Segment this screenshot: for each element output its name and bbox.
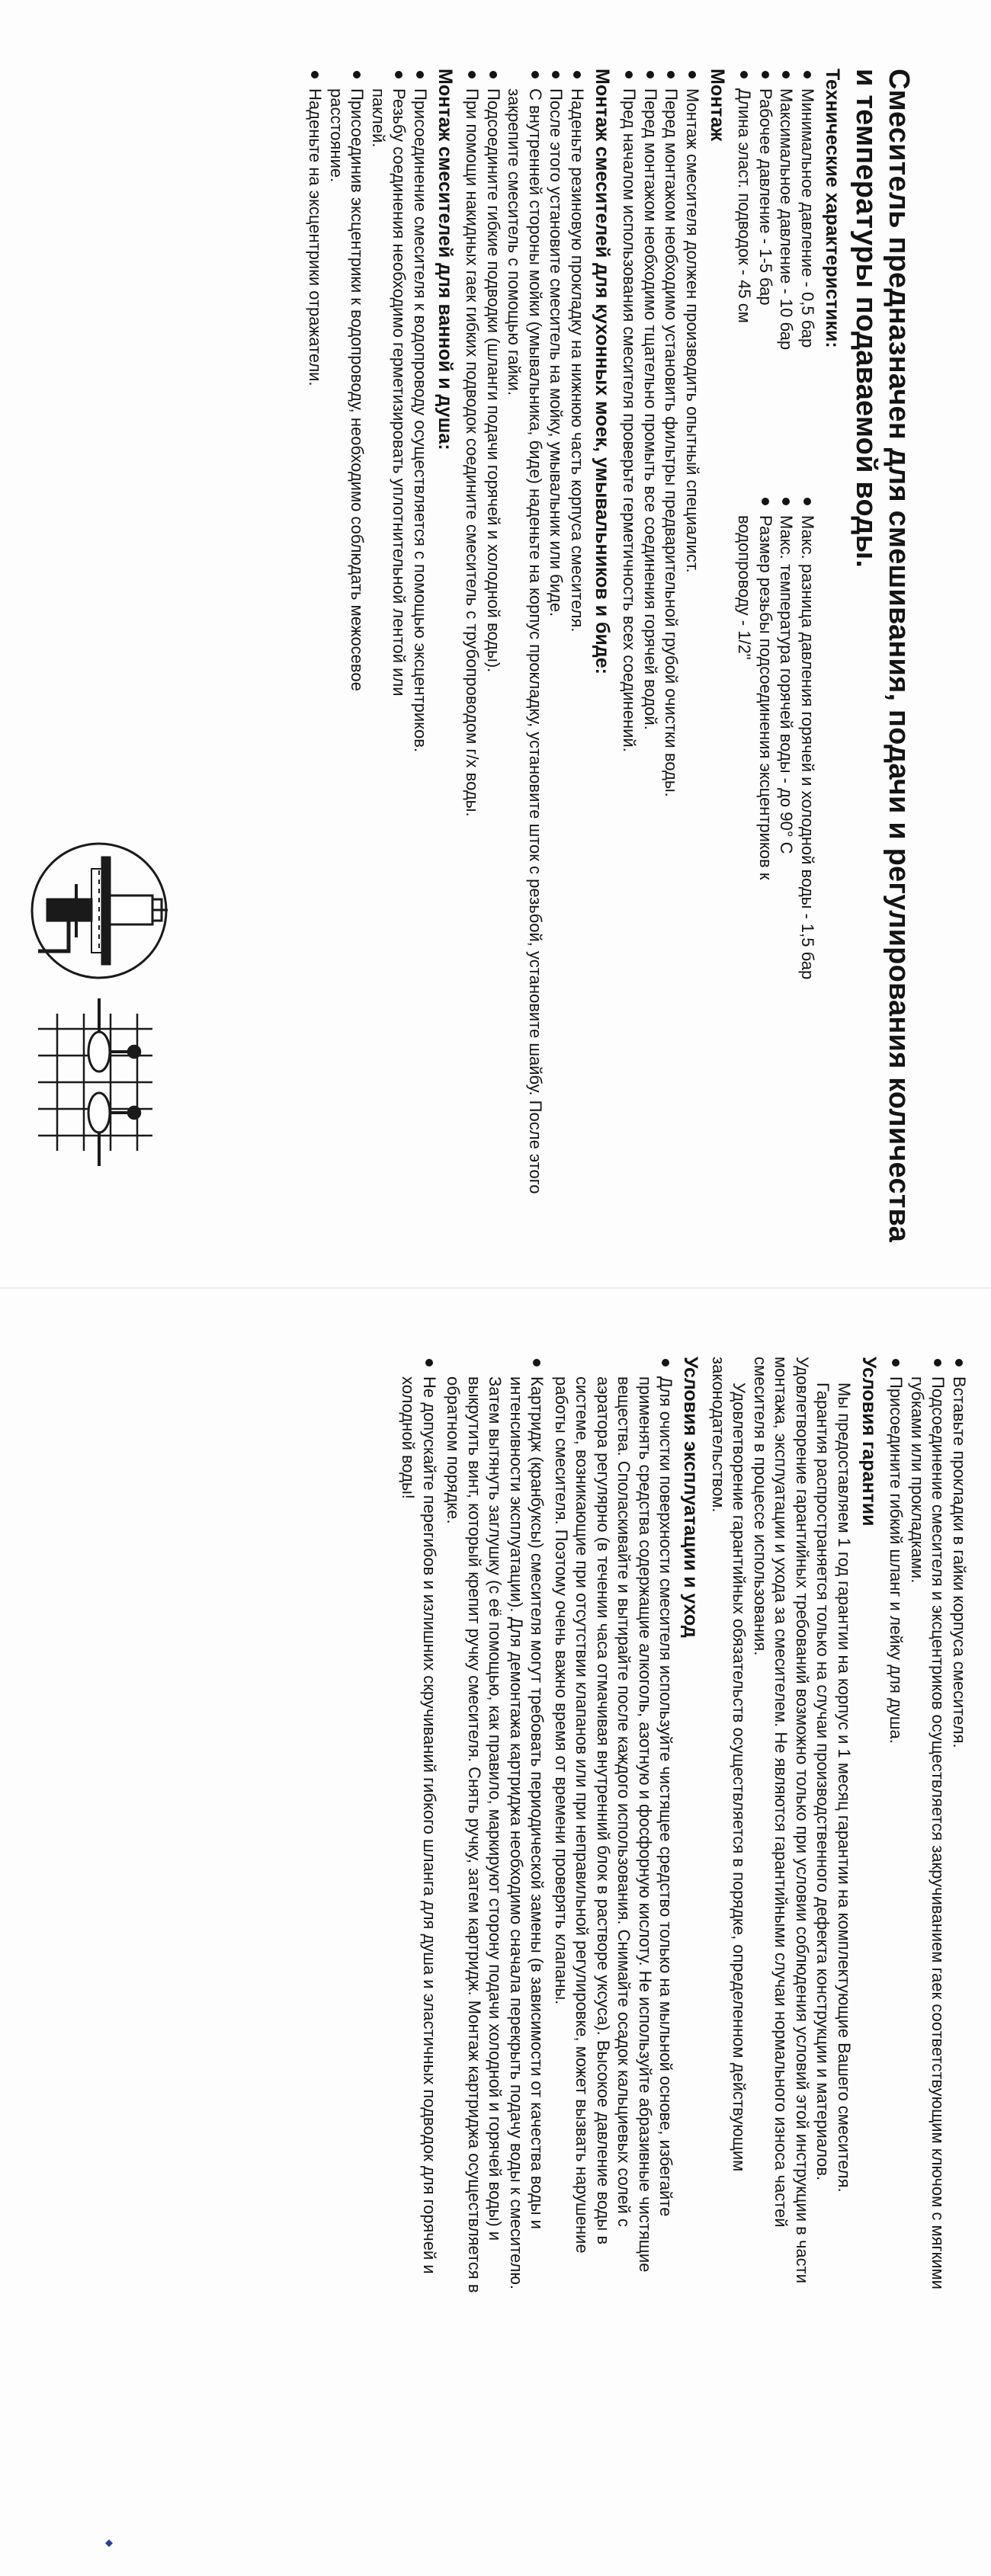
list-item: Перед монтажом необходимо установить фильтры предварительной грубой очистки воды. bbox=[661, 69, 682, 1227]
list-item: После этого установите смеситель на мойку, умывальник или биде. bbox=[546, 69, 567, 1227]
list-item: Наденьте на эксцентрики отражатели. bbox=[305, 69, 326, 755]
spec-item: Максимальное давление - 10 бар bbox=[776, 69, 797, 495]
mount-heading: Монтаж bbox=[707, 69, 728, 142]
list-item: Наденьте резиновую прокладку на нижнюю часть корпуса смесителя. bbox=[567, 69, 589, 1227]
care-list bbox=[398, 1357, 677, 2302]
page-title: Смеситель предназначен для смешивания, подачи и регулирования количества и температуры подаваемой воды. bbox=[850, 69, 915, 1242]
list-item: Присоедините гибкий шланг и лейку для душа. bbox=[886, 1357, 907, 2302]
kitchen-list bbox=[462, 69, 588, 1227]
bath-list bbox=[305, 69, 431, 755]
list-item: Картридж (кранбуксы) смесителя могут требовать периодической замены (в зависимости от качества воды и интенсивности эксплуатации). Для демонтажа картриджа необходимо сначала перекрыть подачу воды к смесителю. Затем вытянуть заглушку (с её помощью, как правило, маркируют сторону подачи холодной и горячей воды) и выкрутить винт, который крепит ручку смесителя. Снять ручку, затем картридж. Монтаж картриджа осуществляется в обратном порядке. bbox=[443, 1357, 548, 2302]
warranty-paragraph: Мы предоставляем 1 год гарантии на корпус и 1 месяц гарантии на комплектующие Вашего смесителя. bbox=[835, 1383, 854, 2193]
list-item: Подсоединение смесителя и эксцентриков осуществляется закручиванием гаек соответствующим ключом с мягкими губками или прокладками. bbox=[907, 1357, 949, 2302]
spec-item: Макс. разница давления горячей и холодной воды - 1,5 бар bbox=[797, 495, 819, 1258]
ink-mark-icon bbox=[104, 2538, 114, 2549]
spec-item: Размер резьбы подсоединения эксцентриков к водопроводу - 1/2" bbox=[734, 495, 776, 927]
kitchen-heading: Монтаж смесителей для кухонных моек, умывальников и биде: bbox=[592, 69, 613, 674]
warranty-paragraph: Удовлетворение гарантийных обязательств осуществляется в порядке, определенном действующим законодательством. bbox=[709, 1357, 749, 2172]
sink-cross-section-drawing bbox=[32, 844, 168, 978]
warranty-text bbox=[708, 1357, 855, 2302]
spec-item: Макс. температура горячей воды - до 90° С bbox=[776, 495, 797, 1258]
list-item: Вставьте прокладки в гайки корпуса смесителя. bbox=[949, 1357, 970, 2302]
tech-specs bbox=[734, 69, 818, 1258]
spec-item: Рабочее давление - 1-5 бар bbox=[755, 69, 777, 495]
spec-item: Длина эласт. подводок - 45 см bbox=[734, 69, 755, 495]
care-heading: Условия эксплуатации и уход bbox=[680, 1357, 702, 1638]
tech-specs-right bbox=[734, 495, 818, 1258]
list-item: При помощи накидных гаек гибких подводок соедините смеситель с трубопроводом г/х воды. bbox=[462, 69, 483, 1227]
tech-heading: Технические характеристики: bbox=[822, 69, 843, 348]
panel-warranty-care bbox=[367, 1288, 991, 2576]
bath-heading: Монтаж смесителей для ванной и душа: bbox=[435, 69, 456, 450]
list-item: Монтаж смесителя должен производить опытный специалист. bbox=[682, 69, 704, 1227]
spec-item: Минимальное давление - 0,5 бар bbox=[797, 69, 819, 495]
wall-mesh-drawing bbox=[38, 998, 152, 1166]
warranty-heading: Условия гарантии bbox=[858, 1357, 880, 1527]
list-item: Пред началом использования смесителя проверьте герметичность всех соединений. bbox=[619, 69, 640, 1227]
list-item: Присоединение смесителя к водопроводу осуществляется с помощью эксцентриков. bbox=[410, 69, 431, 755]
warranty-paragraph: Гарантия распространяется только на случаи производственного дефекта конструкции и материалов. Удовлетворение гарантийных требований возможно только при условии соблюдения условий этой инструкции в части монтажа, эксплуатации и ухода за смесителем. Не являются гарантийными случаи нормального износа частей смесителя в процессе использования. bbox=[751, 1357, 833, 2284]
mounting-diagram bbox=[15, 823, 183, 1174]
list-item: Подсоедините гибкие подводки (шланги подачи горячей и холодной воды). bbox=[483, 69, 505, 1227]
list-item: Не допускайте перегибов и излишних скручиваний гибкого шланга для душа и эластичных подводок для горячей и холодной воды! bbox=[398, 1357, 440, 2302]
tech-specs-left bbox=[734, 69, 818, 495]
list-item: Присоединив эксцентрики к водопроводу, необходимо соблюдать межосевое расстояние. bbox=[326, 69, 368, 755]
panel-installation bbox=[274, 0, 991, 1288]
list-item: Резьбу соединения необходимо герметизировать уплотнительной лентой или паклей. bbox=[368, 69, 410, 755]
list-item: Перед монтажом необходимо тщательно промыть все соединения горячей водой. bbox=[640, 69, 662, 1227]
mount-list bbox=[619, 69, 703, 1227]
bath-list-continued bbox=[886, 1357, 970, 2302]
list-item: Для очистки поверхности смесителя используйте чистящее средство только на мыльной основе, избегайте применять средства содержащие алкоголь, азотную и фосфорную кислоту. Не используйте абразивные чистящие вещества. Споласкивайте и вытирайте после каждого использования. Снимайте осадок кальциевых солей с аэратора регулярно (в течении часа отмачивая внутренний блок в растворе уксуса). Высокое давление воды в системе, возникающие при отсутствии клапанов или при неправильной регулировке, может вызвать нарушение работы смесителя. Поэтому очень важно время от времени проверять клапаны. bbox=[551, 1357, 677, 2302]
list-item: С внутренней стороны мойки (умывальника, биде) наденьте на корпус прокладку, установите шток с резьбой, установите шайбу. После этого закрепите смеситель с помощью гайки. bbox=[504, 69, 546, 1227]
